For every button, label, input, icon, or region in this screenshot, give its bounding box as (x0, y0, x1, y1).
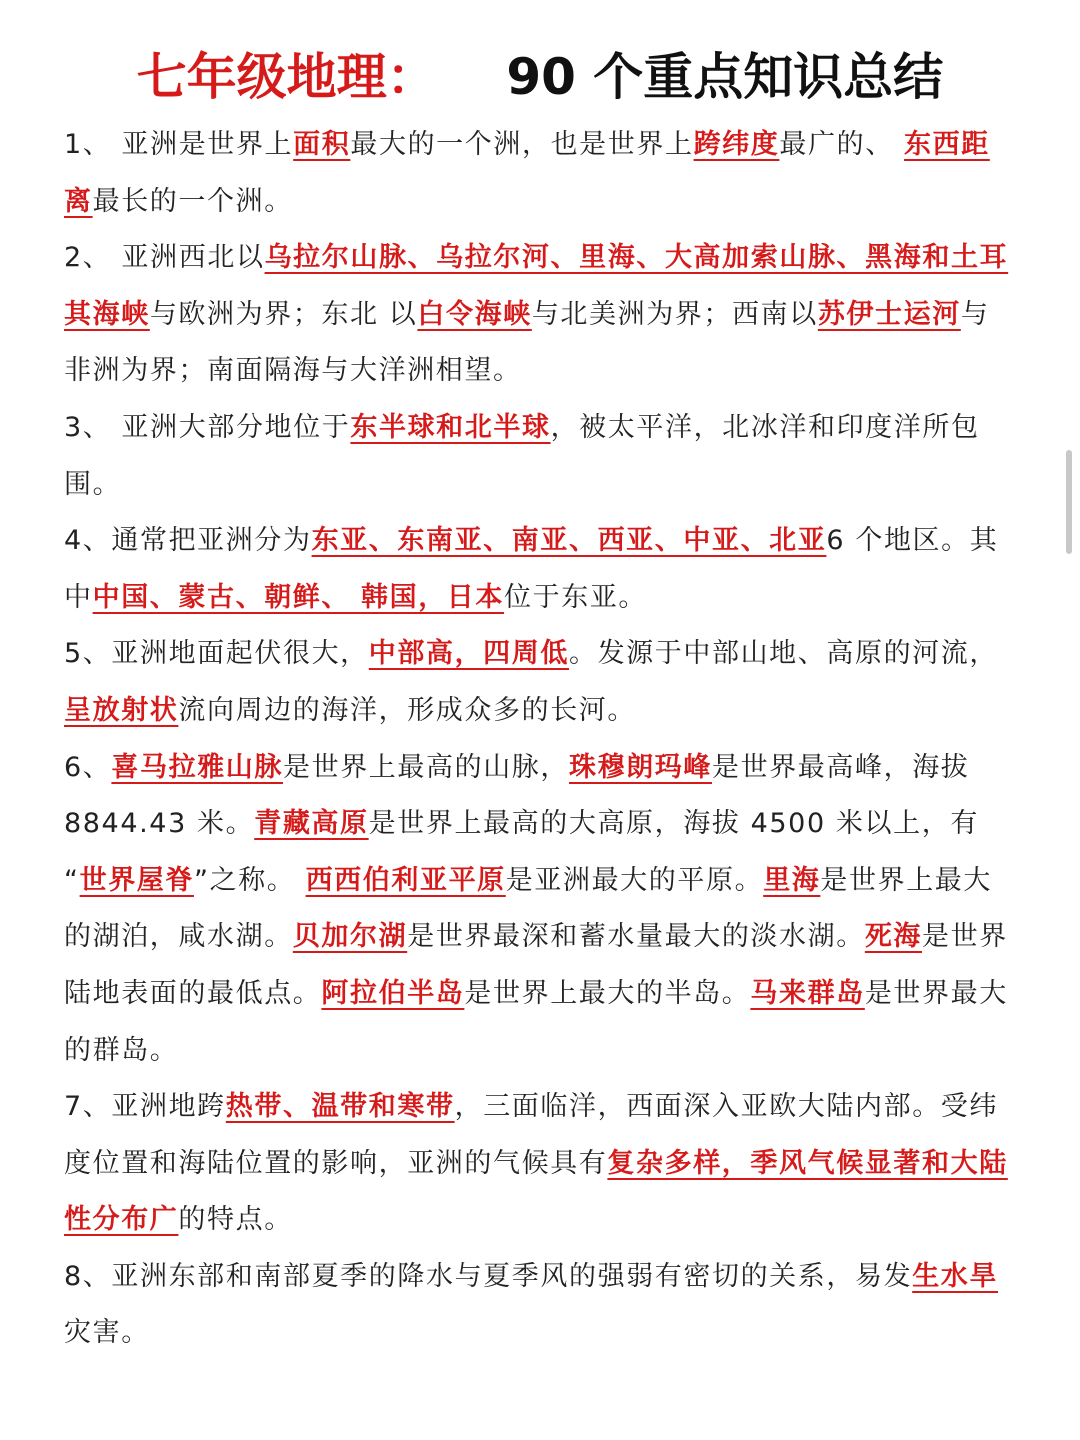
highlighted-term: 里海 (763, 864, 821, 896)
item-text: 最大的一个洲，也是世界上 (350, 129, 694, 160)
item-text: 2、 亚洲西北以 (64, 242, 265, 274)
highlighted-term: 马来群岛 (750, 977, 865, 1009)
item-text: 是世界上最大的湖泊，咸水湖。 (64, 864, 992, 953)
item-text: ，被太平洋，北冰洋和印度洋所包围。 (64, 411, 980, 500)
item-text: 。发源于中部山地、高原的河流， (568, 638, 998, 670)
item-text: 8、亚洲东部和南部夏季的降水与夏季风的强弱有密切的关系，易发 (64, 1260, 913, 1292)
item-text: 与非洲为界；南面隔海与大洋洲相望。 (64, 298, 990, 387)
highlighted-term: 苏伊士运河 (817, 298, 961, 330)
item-text: 与欧洲为界；东北 以 (149, 298, 418, 330)
knowledge-item (64, 740, 1016, 1080)
knowledge-item (64, 1079, 1016, 1249)
highlighted-term: 青藏高原 (254, 808, 369, 840)
item-text: 6、 (64, 751, 112, 783)
item-text: 是世界最大的群岛。 (64, 977, 1008, 1066)
item-text: ”之称。 (194, 864, 306, 896)
item-text: 是世界上最大的半岛。 (464, 977, 751, 1009)
item-text: 灾害。 (64, 1317, 150, 1349)
highlighted-term: 热带、温带和寒带 (225, 1091, 455, 1123)
highlighted-term: 世界屋脊 (79, 864, 194, 896)
highlighted-term: 跨纬度 (693, 129, 780, 160)
item-text: 是世界陆地表面的最低点。 (64, 921, 1008, 1009)
highlighted-term: 呈放射状 (64, 694, 179, 726)
highlighted-term: 东亚、东南亚、南亚、西亚、中亚、北亚 (311, 525, 827, 557)
knowledge-item (64, 513, 1016, 626)
item-text: ，三面临洋，西面深入亚欧大陆内部。受纬度位置和海陆位置的影响，亚洲的气候具有 (64, 1091, 998, 1179)
scrollbar[interactable] (1066, 450, 1072, 554)
knowledge-item (64, 400, 1016, 513)
highlighted-term: 珠穆朗玛峰 (569, 751, 712, 783)
highlighted-term: 中部高，四周低 (368, 638, 569, 670)
item-text: 流向周边的海洋，形成众多的长河。 (178, 694, 637, 726)
knowledge-item (64, 1249, 1016, 1362)
item-text: 的特点。 (178, 1204, 293, 1236)
knowledge-item (64, 626, 1016, 739)
highlighted-term: 白令海峡 (417, 298, 532, 330)
title-part-2: 90 个重点知识总结 (506, 48, 944, 106)
highlighted-term: 中国、蒙古、朝鲜、 韩国，日本 (92, 581, 505, 613)
item-text: 是世界最高峰，海拔 8844.43 米。 (64, 751, 970, 840)
highlighted-term: 喜马拉雅山脉 (111, 751, 283, 783)
knowledge-list (64, 117, 1016, 1362)
highlighted-term: 乌拉尔山脉、乌拉尔河、里海、大高加索山脉、黑海和土耳其海峡 (64, 242, 1009, 330)
highlighted-term: 生水旱 (912, 1260, 998, 1292)
item-text: 1、 亚洲是世界上 (64, 129, 294, 160)
item-text: 4、通常把亚洲分为 (64, 525, 312, 557)
item-text: 位于东亚。 (504, 581, 648, 613)
item-text: 是世界最深和蓄水量最大的淡水湖。 (407, 921, 865, 953)
item-text: 3、 亚洲大部分地位于 (64, 411, 351, 443)
page-title (0, 42, 1080, 112)
title-part-1: 七年级地理： (136, 48, 437, 106)
highlighted-term: 复杂多样，季风气候显著和大陆性分布广 (64, 1147, 1008, 1236)
highlighted-term: 东半球和北半球 (350, 411, 551, 443)
highlighted-term: 西西伯利亚平原 (305, 864, 506, 896)
item-text: 5、亚洲地面起伏很大， (64, 638, 369, 670)
highlighted-term: 东西距离 (64, 129, 990, 217)
item-text: 是世界上最高的山脉， (283, 751, 569, 783)
highlighted-term: 贝加尔湖 (292, 921, 408, 953)
highlighted-term: 死海 (864, 921, 923, 953)
item-text: 最广的、 (779, 129, 904, 160)
item-text: 是世界上最高的大高原，海拔 4500 米以上，有 “ (64, 808, 979, 896)
highlighted-term: 面积 (293, 129, 351, 160)
knowledge-item (64, 117, 1016, 230)
item-text: 7、亚洲地跨 (64, 1091, 226, 1123)
item-text: 是亚洲最大的平原。 (505, 864, 764, 896)
knowledge-item (64, 230, 1016, 400)
highlighted-term: 阿拉伯半岛 (321, 977, 465, 1009)
item-text: 最长的一个洲。 (92, 185, 293, 217)
item-text: 与北美洲为界；西南以 (531, 298, 818, 330)
item-text: 6 个地区。其中 (64, 525, 999, 613)
